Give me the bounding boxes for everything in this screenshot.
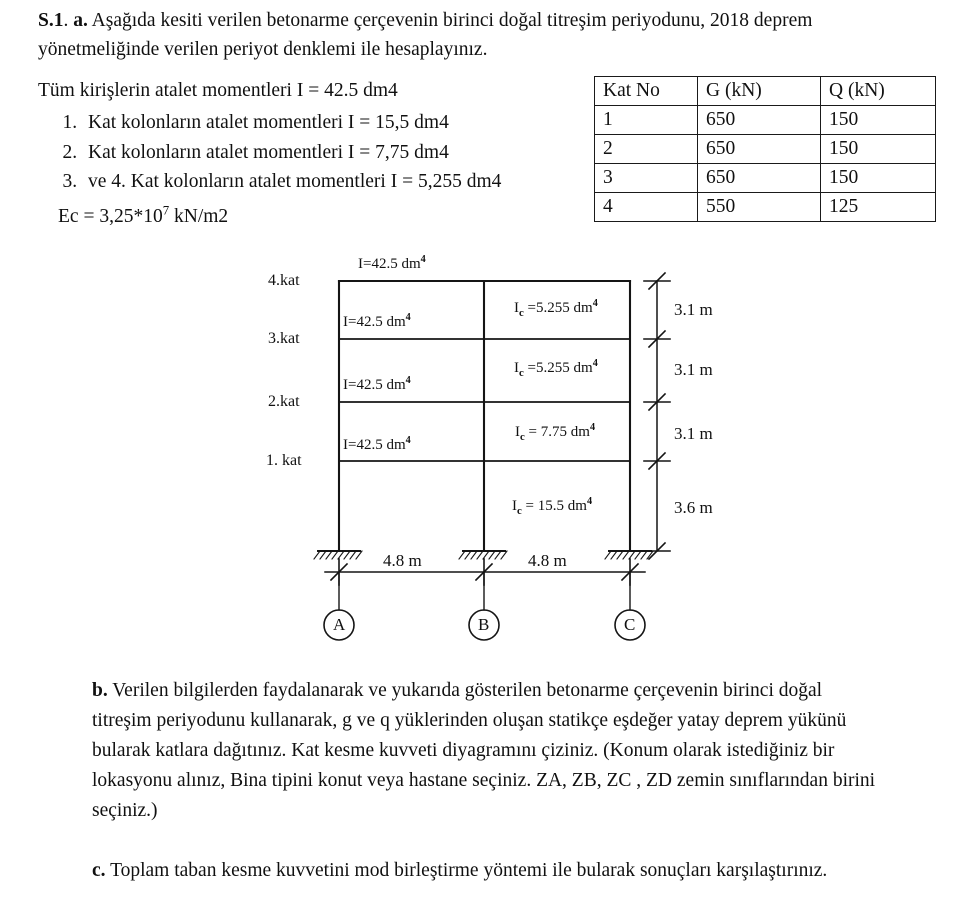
span-label-ab: 4.8 m [383, 551, 422, 570]
frame-elevation-diagram [266, 248, 713, 658]
cell-g: 550 [698, 193, 821, 222]
list-item: 1. Kat kolonların atalet momentleri I = 15,5 dm4 [82, 108, 642, 138]
column-label-storey-4 [514, 300, 598, 319]
column-label-value: =5.255 dm [523, 300, 593, 316]
question-part-c-text: Toplam taban kesme kuvvetini mod birleştirme yöntemi ile bularak sonuçları karşılaştırınız. [110, 860, 828, 881]
column-label-value: =5.255 dm [523, 360, 593, 376]
storey-height-4: 3.1 m [674, 300, 713, 319]
column-inertia-list [44, 108, 642, 197]
column-label-value: = 15.5 dm [521, 498, 587, 514]
column-label-value: = 7.75 dm [524, 424, 590, 440]
question-part-b-text: Verilen bilgilerden faydalanarak ve yukarıda gösterilen betonarme çerçevenin birinci doğal titreşim periyodunu kullanarak, g ve q yüklerinden oluşan statikçe eşdeğer yatay deprem yükünü bularak katlara dağıtınız. Kat kesme kuvveti diyagramını çiziniz. (Konum olarak istediğiniz bir lokasyonu alınız, Bina tipini konut veya hastane seçiniz. ZA, ZB, ZC , ZD zemin sınıflarından birini seçiniz.) [92, 680, 876, 821]
cell-kat-no: 2 [595, 135, 698, 164]
storey-loads-table [594, 76, 936, 222]
storey-height-3: 3.1 m [674, 360, 713, 379]
table-row [595, 193, 936, 222]
column-label-exponent: 4 [586, 496, 593, 507]
column-label-storey-1 [512, 498, 592, 517]
cell-q: 150 [821, 135, 936, 164]
beam-label-text: I=42.5 dm [343, 314, 406, 330]
beam-label-exponent: 4 [405, 375, 411, 386]
question-number: S.1 [38, 10, 64, 31]
question-part-label-a: a. [73, 10, 88, 31]
column-label-subscript: c [520, 431, 525, 443]
beam-label-level-3 [343, 314, 411, 331]
column-label-exponent: 4 [589, 422, 596, 433]
column-label-subscript: c [517, 505, 522, 517]
question-part-label-b: b. [92, 680, 108, 701]
beam-label-level-1 [343, 437, 411, 454]
floor-label-1: 1. kat [266, 452, 302, 469]
cell-q: 125 [821, 193, 936, 222]
cell-kat-no: 1 [595, 106, 698, 135]
list-item: 2. Kat kolonların atalet momentleri I = 7,75 dm4 [82, 138, 642, 168]
column-label-i: I [514, 300, 519, 316]
beam-label-level-4 [358, 256, 426, 273]
axis-label-a: A [333, 615, 346, 634]
ec-suffix: kN/m2 [169, 206, 229, 227]
ec-exponent: 7 [162, 203, 170, 218]
cell-q: 150 [821, 164, 936, 193]
storey-height-2: 3.1 m [674, 424, 713, 443]
table-row [595, 106, 936, 135]
axis-label-b: B [478, 615, 490, 634]
question-intro-paragraph [38, 6, 918, 64]
column-label-subscript: c [519, 307, 524, 319]
column-label-storey-3 [514, 360, 598, 379]
table-row [595, 135, 936, 164]
beam-label-text: I=42.5 dm [343, 377, 406, 393]
cell-kat-no: 4 [595, 193, 698, 222]
column-label-i: I [514, 360, 519, 376]
column-label-storey-2 [515, 424, 595, 443]
column-header-kat-no: Kat No [595, 77, 698, 106]
floor-label-4: 4.kat [268, 272, 300, 289]
beam-label-text: I=42.5 dm [343, 437, 406, 453]
frame-diagram-svg [270, 248, 700, 658]
concrete-modulus-line [58, 202, 458, 231]
column-label-subscript: c [519, 367, 524, 379]
table-row [595, 164, 936, 193]
beam-label-exponent: 4 [405, 312, 411, 323]
beam-label-exponent: 4 [405, 435, 411, 446]
column-label-i: I [515, 424, 520, 440]
support-fixed-a [314, 551, 362, 559]
cell-kat-no: 3 [595, 164, 698, 193]
beam-label-text: I=42.5 dm [358, 256, 421, 272]
question-part-b [92, 676, 882, 826]
beam-label-level-2 [343, 377, 411, 394]
support-fixed-c [605, 551, 653, 559]
support-fixed-b [459, 551, 507, 559]
question-part-c [92, 856, 882, 886]
beam-label-exponent: 4 [420, 254, 426, 265]
beam-inertia-line: Tüm kirişlerin atalet momentleri I = 42.5 dm4 [38, 80, 398, 101]
column-header-q: Q (kN) [821, 77, 936, 106]
storey-height-1: 3.6 m [674, 498, 713, 517]
table-header-row [595, 77, 936, 106]
floor-label-2: 2.kat [268, 393, 300, 410]
cell-g: 650 [698, 135, 821, 164]
column-header-g: G (kN) [698, 77, 821, 106]
span-label-bc: 4.8 m [528, 551, 567, 570]
cell-g: 650 [698, 106, 821, 135]
column-label-i: I [512, 498, 517, 514]
list-item: 3. ve 4. Kat kolonların atalet momentleri I = 5,255 dm4 [82, 167, 642, 197]
axis-label-c: C [624, 615, 636, 634]
cell-g: 650 [698, 164, 821, 193]
question-number-dot: . [63, 10, 74, 31]
floor-label-3: 3.kat [268, 330, 300, 347]
column-label-exponent: 4 [592, 298, 598, 309]
question-intro-text: Aşağıda kesiti verilen betonarme çerçevenin birinci doğal titreşim periyodunu, 2018 deprem yönetmeliğinde verilen periyot denklemi ile hesaplayınız. [38, 10, 813, 60]
ec-prefix: Ec = 3,25*10 [58, 206, 163, 227]
question-part-label-c: c. [92, 860, 106, 881]
column-label-exponent: 4 [592, 358, 598, 369]
cell-q: 150 [821, 106, 936, 135]
